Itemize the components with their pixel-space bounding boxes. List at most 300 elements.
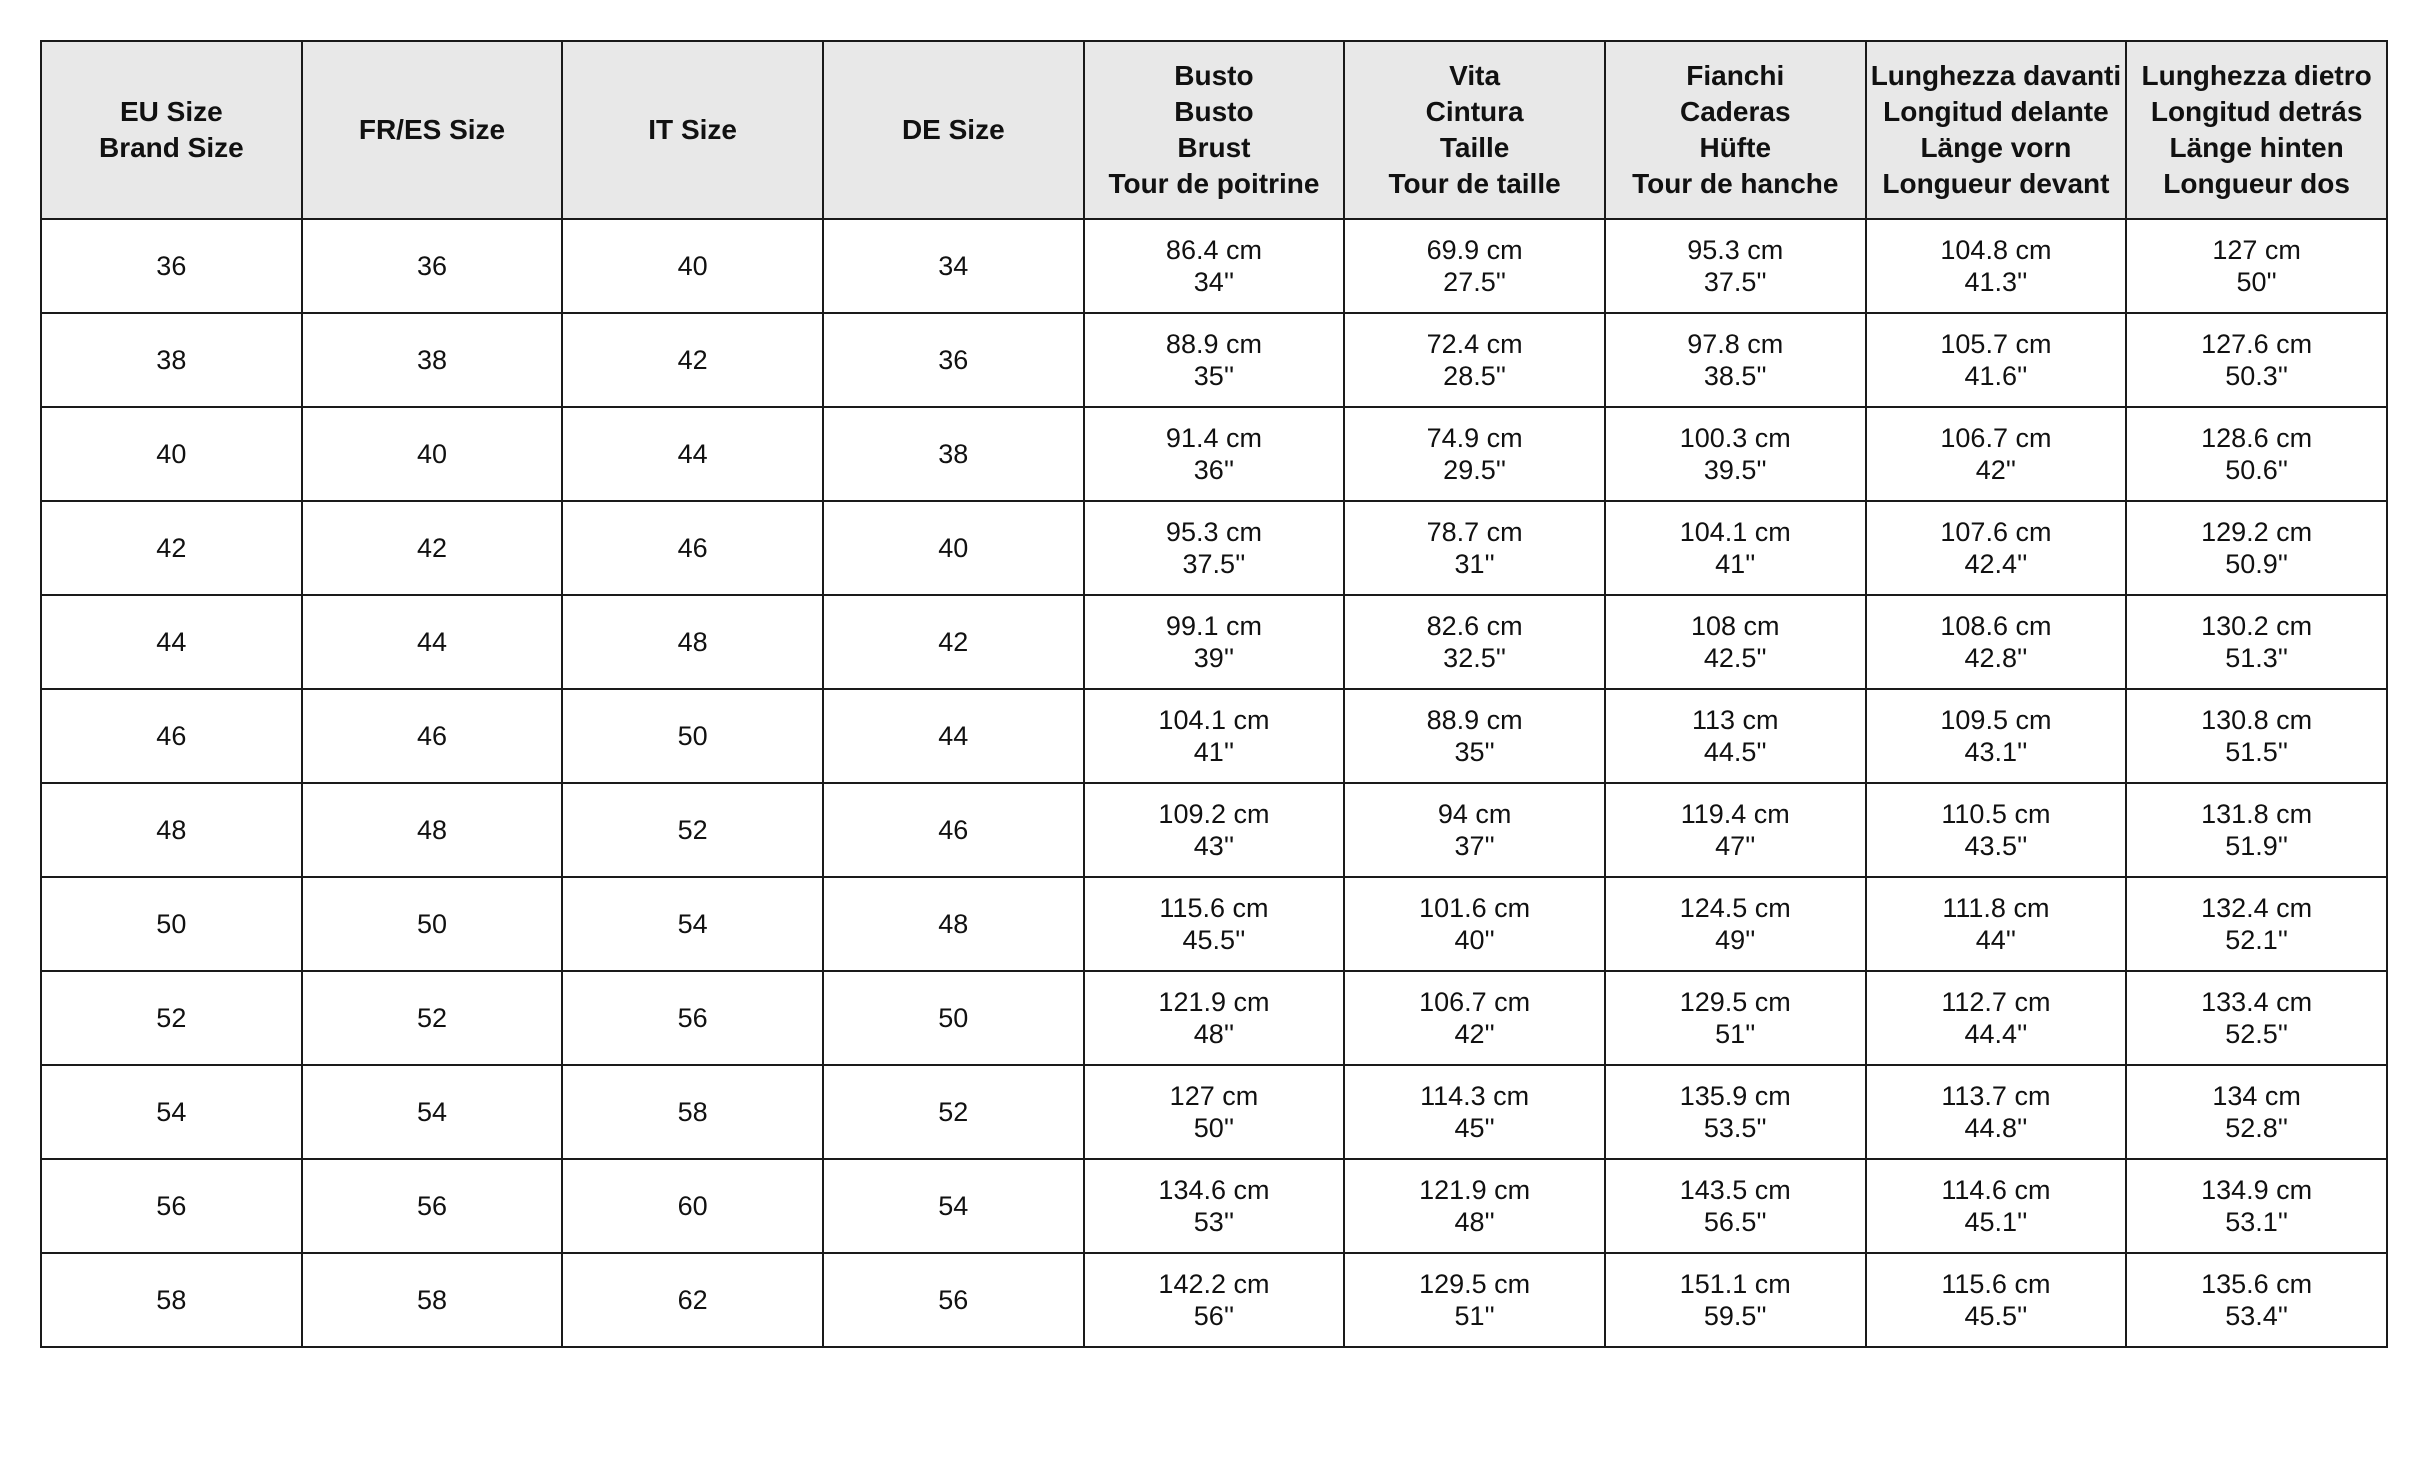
cell-it-size	[562, 313, 823, 407]
cell-value-inches: 27.5''	[1443, 267, 1507, 297]
cell-back-length	[2126, 595, 2387, 689]
cell-value: 151.1 cm	[1679, 1269, 1791, 1299]
cell-value-inches: 48''	[1193, 1019, 1235, 1049]
cell-fr-es-size	[302, 877, 563, 971]
cell-fr-es-size	[302, 783, 563, 877]
cell-eu-size	[41, 595, 302, 689]
cell-value: 50	[156, 909, 187, 939]
cell-value-inches: 42.8''	[1964, 643, 2028, 673]
cell-eu-size	[41, 877, 302, 971]
cell-waist	[1344, 689, 1605, 783]
cell-value: 46	[416, 721, 447, 751]
cell-fr-es-size	[302, 219, 563, 313]
cell-value-inches: 45.5''	[1964, 1301, 2028, 1331]
cell-back-length	[2126, 501, 2387, 595]
cell-value: 44	[416, 627, 447, 657]
cell-front-length	[1866, 783, 2127, 877]
cell-value-inches: 52.8''	[2225, 1113, 2289, 1143]
cell-value: 50	[416, 909, 447, 939]
cell-value: 132.4 cm	[2201, 893, 2313, 923]
cell-value: 127 cm	[2212, 235, 2301, 265]
size-chart-table	[40, 40, 2388, 1348]
cell-back-length	[2126, 1159, 2387, 1253]
cell-value: 38	[156, 345, 187, 375]
header-line: Busto	[1174, 60, 1254, 91]
cell-front-length	[1866, 595, 2127, 689]
cell-value-inches: 56.5''	[1703, 1207, 1767, 1237]
cell-value-inches: 29.5''	[1443, 455, 1507, 485]
table-row	[41, 219, 2387, 313]
cell-value: 135.9 cm	[1679, 1081, 1791, 1111]
cell-value: 111.8 cm	[1942, 893, 2050, 923]
cell-fr-es-size	[302, 971, 563, 1065]
cell-fr-es-size	[302, 1159, 563, 1253]
cell-value: 124.5 cm	[1679, 893, 1791, 923]
cell-value: 142.2 cm	[1158, 1269, 1270, 1299]
cell-value: 52	[416, 1003, 447, 1033]
cell-eu-size	[41, 407, 302, 501]
cell-front-length	[1866, 313, 2127, 407]
header-line: IT Size	[648, 114, 737, 145]
cell-hips	[1605, 877, 1866, 971]
cell-value: 115.6 cm	[1159, 893, 1269, 923]
cell-de-size	[823, 1253, 1084, 1347]
cell-value-inches: 53.1''	[2225, 1207, 2289, 1237]
cell-value: 54	[677, 909, 708, 939]
cell-back-length	[2126, 407, 2387, 501]
cell-it-size	[562, 877, 823, 971]
cell-value: 143.5 cm	[1679, 1175, 1791, 1205]
cell-bust	[1084, 313, 1345, 407]
cell-value: 72.4 cm	[1426, 329, 1523, 359]
cell-value-inches: 56''	[1193, 1301, 1235, 1331]
cell-value-inches: 52.5''	[2225, 1019, 2289, 1049]
header-line: Caderas	[1680, 96, 1791, 127]
cell-value: 56	[938, 1285, 969, 1315]
header-line: Longitud delante	[1883, 96, 2109, 127]
header-line: Vita	[1449, 60, 1501, 91]
cell-value: 88.9 cm	[1426, 705, 1523, 735]
cell-back-length	[2126, 313, 2387, 407]
cell-value-inches: 45''	[1454, 1113, 1495, 1143]
cell-value: 121.9 cm	[1419, 1175, 1531, 1205]
cell-value: 46	[156, 721, 187, 751]
cell-value-inches: 39.5''	[1703, 455, 1767, 485]
cell-waist	[1344, 1253, 1605, 1347]
cell-eu-size	[41, 1253, 302, 1347]
header-line: Taille	[1439, 132, 1510, 163]
cell-front-length	[1866, 407, 2127, 501]
cell-value: 82.6 cm	[1426, 611, 1523, 641]
cell-value: 121.9 cm	[1158, 987, 1270, 1017]
cell-value-inches: 51''	[1454, 1301, 1495, 1331]
cell-value: 52	[156, 1003, 187, 1033]
header-line: Lunghezza dietro	[2141, 60, 2372, 91]
cell-back-length	[2126, 219, 2387, 313]
cell-value: 48	[156, 815, 187, 845]
cell-value: 135.6 cm	[2201, 1269, 2313, 1299]
cell-waist	[1344, 971, 1605, 1065]
cell-value-inches: 50.3''	[2225, 361, 2289, 391]
table-row	[41, 1065, 2387, 1159]
cell-value-inches: 43.1''	[1964, 737, 2028, 767]
cell-front-length	[1866, 971, 2127, 1065]
cell-value: 134.6 cm	[1158, 1175, 1270, 1205]
header-fr-es-size	[302, 41, 563, 219]
cell-value: 129.2 cm	[2201, 517, 2313, 547]
cell-value: 114.3 cm	[1420, 1081, 1530, 1111]
cell-de-size	[823, 501, 1084, 595]
cell-bust	[1084, 595, 1345, 689]
cell-value: 88.9 cm	[1165, 329, 1262, 359]
cell-value-inches: 52.1''	[2225, 925, 2289, 955]
cell-value-inches: 42.4''	[1964, 549, 2028, 579]
cell-eu-size	[41, 971, 302, 1065]
cell-back-length	[2126, 689, 2387, 783]
header-line: Tour de poitrine	[1108, 168, 1320, 199]
cell-de-size	[823, 595, 1084, 689]
cell-value-inches: 38.5''	[1703, 361, 1767, 391]
cell-value: 54	[938, 1191, 969, 1221]
cell-value: 54	[416, 1097, 447, 1127]
cell-value: 58	[677, 1097, 708, 1127]
cell-value-inches: 43''	[1193, 831, 1235, 861]
cell-value: 38	[938, 439, 969, 469]
cell-value: 74.9 cm	[1426, 423, 1523, 453]
table-row	[41, 783, 2387, 877]
cell-value: 60	[677, 1191, 708, 1221]
cell-value-inches: 51.5''	[2225, 737, 2289, 767]
cell-value: 40	[938, 533, 969, 563]
cell-value-inches: 44.5''	[1703, 737, 1767, 767]
cell-back-length	[2126, 877, 2387, 971]
cell-waist	[1344, 877, 1605, 971]
cell-value: 101.6 cm	[1419, 893, 1531, 923]
cell-value-inches: 50''	[2236, 267, 2277, 297]
cell-value-inches: 47''	[1715, 831, 1756, 861]
cell-value: 44	[156, 627, 187, 657]
cell-value-inches: 43.5''	[1964, 831, 2028, 861]
cell-value-inches: 31''	[1454, 549, 1495, 579]
table-row	[41, 1253, 2387, 1347]
header-line: EU Size	[119, 96, 223, 127]
cell-value: 131.8 cm	[2201, 799, 2313, 829]
cell-value: 42	[416, 533, 447, 563]
cell-de-size	[823, 971, 1084, 1065]
header-eu-size	[41, 41, 302, 219]
header-line: Longitud detrás	[2150, 96, 2363, 127]
cell-de-size	[823, 407, 1084, 501]
cell-value: 104.8 cm	[1940, 235, 2052, 265]
cell-value: 105.7 cm	[1940, 329, 2052, 359]
header-line: Brand Size	[98, 132, 244, 163]
cell-value-inches: 50.9''	[2225, 549, 2289, 579]
cell-value: 44	[938, 721, 969, 751]
cell-value-inches: 53.4''	[2225, 1301, 2289, 1331]
header-line: Longueur devant	[1882, 168, 2110, 199]
cell-value: 109.5 cm	[1940, 705, 2052, 735]
header-line: Tour de taille	[1388, 168, 1561, 199]
cell-bust	[1084, 1159, 1345, 1253]
cell-value: 54	[156, 1097, 187, 1127]
cell-de-size	[823, 877, 1084, 971]
cell-value-inches: 48''	[1454, 1207, 1495, 1237]
cell-de-size	[823, 689, 1084, 783]
cell-fr-es-size	[302, 313, 563, 407]
cell-value-inches: 50.6''	[2225, 455, 2289, 485]
cell-it-size	[562, 971, 823, 1065]
cell-eu-size	[41, 501, 302, 595]
cell-value: 109.2 cm	[1158, 799, 1270, 829]
cell-waist	[1344, 783, 1605, 877]
cell-bust	[1084, 783, 1345, 877]
cell-value: 36	[156, 251, 187, 281]
cell-value-inches: 28.5''	[1443, 361, 1507, 391]
cell-value: 69.9 cm	[1426, 235, 1523, 265]
cell-value-inches: 42''	[1975, 455, 2017, 485]
cell-back-length	[2126, 1253, 2387, 1347]
cell-eu-size	[41, 1159, 302, 1253]
cell-value: 104.1 cm	[1679, 517, 1791, 547]
cell-it-size	[562, 219, 823, 313]
cell-value-inches: 44.4''	[1964, 1019, 2028, 1049]
header-line: DE Size	[901, 114, 1005, 145]
cell-waist	[1344, 1065, 1605, 1159]
cell-value-inches: 51.9''	[2225, 831, 2289, 861]
header-line: Busto	[1174, 96, 1254, 127]
cell-value-inches: 41.3''	[1964, 267, 2028, 297]
cell-fr-es-size	[302, 689, 563, 783]
cell-value: 48	[938, 909, 969, 939]
cell-value-inches: 42''	[1454, 1019, 1495, 1049]
table-row	[41, 407, 2387, 501]
cell-value: 38	[416, 345, 447, 375]
header-line: Lunghezza davanti	[1870, 60, 2122, 91]
cell-value: 127.6 cm	[2201, 329, 2313, 359]
cell-value: 40	[416, 439, 447, 469]
cell-value: 52	[677, 815, 708, 845]
cell-value: 36	[938, 345, 969, 375]
cell-waist	[1344, 219, 1605, 313]
cell-value: 128.6 cm	[2201, 423, 2313, 453]
cell-value: 36	[416, 251, 447, 281]
table-row	[41, 971, 2387, 1065]
cell-value-inches: 34''	[1193, 267, 1235, 297]
cell-value-inches: 36''	[1193, 455, 1235, 485]
cell-it-size	[562, 689, 823, 783]
header-hips	[1605, 41, 1866, 219]
cell-value: 100.3 cm	[1679, 423, 1791, 453]
cell-it-size	[562, 1159, 823, 1253]
cell-value: 119.4 cm	[1680, 799, 1790, 829]
cell-hips	[1605, 1253, 1866, 1347]
cell-it-size	[562, 595, 823, 689]
cell-front-length	[1866, 219, 2127, 313]
cell-waist	[1344, 595, 1605, 689]
cell-value: 130.8 cm	[2201, 705, 2313, 735]
cell-bust	[1084, 407, 1345, 501]
cell-value: 52	[938, 1097, 969, 1127]
cell-value-inches: 35''	[1454, 737, 1495, 767]
header-line: Cintura	[1425, 96, 1524, 127]
cell-value-inches: 37''	[1454, 831, 1495, 861]
cell-hips	[1605, 501, 1866, 595]
cell-bust	[1084, 219, 1345, 313]
cell-it-size	[562, 1065, 823, 1159]
header-bust	[1084, 41, 1345, 219]
cell-value: 42	[677, 345, 708, 375]
cell-hips	[1605, 1159, 1866, 1253]
header-line: Länge hinten	[2169, 132, 2344, 163]
cell-value: 46	[677, 533, 708, 563]
cell-value-inches: 41''	[1715, 549, 1756, 579]
cell-value: 50	[938, 1003, 969, 1033]
cell-value: 104.1 cm	[1158, 705, 1270, 735]
cell-value: 34	[938, 251, 969, 281]
cell-value-inches: 42.5''	[1703, 643, 1767, 673]
cell-value-inches: 51''	[1715, 1019, 1756, 1049]
cell-hips	[1605, 783, 1866, 877]
size-chart-body	[41, 219, 2387, 1347]
cell-value: 110.5 cm	[1941, 799, 2051, 829]
cell-value: 86.4 cm	[1165, 235, 1262, 265]
cell-value: 108.6 cm	[1940, 611, 2052, 641]
header-line: Fianchi	[1686, 60, 1785, 91]
cell-value: 48	[416, 815, 447, 845]
cell-hips	[1605, 689, 1866, 783]
cell-it-size	[562, 1253, 823, 1347]
cell-back-length	[2126, 783, 2387, 877]
cell-de-size	[823, 1159, 1084, 1253]
cell-de-size	[823, 1065, 1084, 1159]
cell-front-length	[1866, 1159, 2127, 1253]
cell-it-size	[562, 783, 823, 877]
cell-value: 56	[156, 1191, 187, 1221]
cell-bust	[1084, 971, 1345, 1065]
cell-waist	[1344, 1159, 1605, 1253]
cell-value: 129.5 cm	[1679, 987, 1791, 1017]
cell-value: 95.3 cm	[1165, 517, 1262, 547]
cell-waist	[1344, 313, 1605, 407]
cell-fr-es-size	[302, 501, 563, 595]
cell-hips	[1605, 407, 1866, 501]
cell-value-inches: 50''	[1193, 1113, 1235, 1143]
cell-value-inches: 49''	[1715, 925, 1756, 955]
cell-value: 130.2 cm	[2201, 611, 2313, 641]
cell-value: 40	[156, 439, 187, 469]
cell-fr-es-size	[302, 407, 563, 501]
cell-bust	[1084, 501, 1345, 595]
table-row	[41, 501, 2387, 595]
cell-value: 50	[677, 721, 708, 751]
cell-value-inches: 45.1''	[1964, 1207, 2028, 1237]
cell-value-inches: 35''	[1193, 361, 1235, 391]
cell-value: 99.1 cm	[1165, 611, 1262, 641]
cell-value-inches: 59.5''	[1703, 1301, 1767, 1331]
cell-value: 133.4 cm	[2201, 987, 2313, 1017]
cell-value-inches: 53''	[1193, 1207, 1235, 1237]
cell-value: 40	[677, 251, 708, 281]
cell-fr-es-size	[302, 1065, 563, 1159]
cell-hips	[1605, 595, 1866, 689]
cell-value: 94 cm	[1437, 799, 1512, 829]
cell-value: 106.7 cm	[1940, 423, 2052, 453]
cell-value: 56	[677, 1003, 708, 1033]
header-line: Länge vorn	[1920, 132, 2072, 163]
header-de-size	[823, 41, 1084, 219]
cell-eu-size	[41, 783, 302, 877]
cell-bust	[1084, 1253, 1345, 1347]
cell-value-inches: 44''	[1975, 925, 2017, 955]
cell-de-size	[823, 783, 1084, 877]
table-row	[41, 1159, 2387, 1253]
cell-eu-size	[41, 313, 302, 407]
cell-value: 58	[156, 1285, 187, 1315]
cell-value: 58	[416, 1285, 447, 1315]
header-line: Brust	[1177, 132, 1251, 163]
table-row	[41, 313, 2387, 407]
cell-value: 113.7 cm	[1941, 1081, 2051, 1111]
cell-value: 115.6 cm	[1941, 1269, 2051, 1299]
cell-front-length	[1866, 501, 2127, 595]
cell-it-size	[562, 407, 823, 501]
table-row	[41, 877, 2387, 971]
cell-value: 107.6 cm	[1940, 517, 2052, 547]
cell-de-size	[823, 313, 1084, 407]
cell-value: 97.8 cm	[1687, 329, 1784, 359]
cell-hips	[1605, 971, 1866, 1065]
size-chart-header	[41, 41, 2387, 219]
cell-value-inches: 41.6''	[1964, 361, 2028, 391]
cell-front-length	[1866, 689, 2127, 783]
cell-value: 46	[938, 815, 969, 845]
cell-back-length	[2126, 1065, 2387, 1159]
cell-value: 112.7 cm	[1941, 987, 2051, 1017]
cell-value: 134 cm	[2212, 1081, 2301, 1111]
cell-it-size	[562, 501, 823, 595]
cell-front-length	[1866, 877, 2127, 971]
cell-value-inches: 37.5''	[1703, 267, 1767, 297]
table-row	[41, 689, 2387, 783]
cell-value: 48	[677, 627, 708, 657]
cell-back-length	[2126, 971, 2387, 1065]
header-line: Longueur dos	[2163, 168, 2350, 199]
header-line: Hüfte	[1699, 132, 1772, 163]
cell-waist	[1344, 501, 1605, 595]
cell-value-inches: 40''	[1454, 925, 1495, 955]
header-line: Tour de hanche	[1632, 168, 1839, 199]
table-row	[41, 595, 2387, 689]
cell-eu-size	[41, 219, 302, 313]
cell-bust	[1084, 689, 1345, 783]
cell-value-inches: 51.3''	[2225, 643, 2289, 673]
cell-value: 106.7 cm	[1419, 987, 1531, 1017]
cell-value: 42	[938, 627, 969, 657]
header-it-size	[562, 41, 823, 219]
cell-front-length	[1866, 1065, 2127, 1159]
cell-fr-es-size	[302, 1253, 563, 1347]
cell-eu-size	[41, 689, 302, 783]
cell-waist	[1344, 407, 1605, 501]
cell-eu-size	[41, 1065, 302, 1159]
cell-value: 129.5 cm	[1419, 1269, 1531, 1299]
cell-value: 134.9 cm	[2201, 1175, 2313, 1205]
cell-value-inches: 39''	[1193, 643, 1235, 673]
cell-value: 114.6 cm	[1941, 1175, 2051, 1205]
header-waist	[1344, 41, 1605, 219]
cell-value: 95.3 cm	[1687, 235, 1784, 265]
header-row	[41, 41, 2387, 219]
